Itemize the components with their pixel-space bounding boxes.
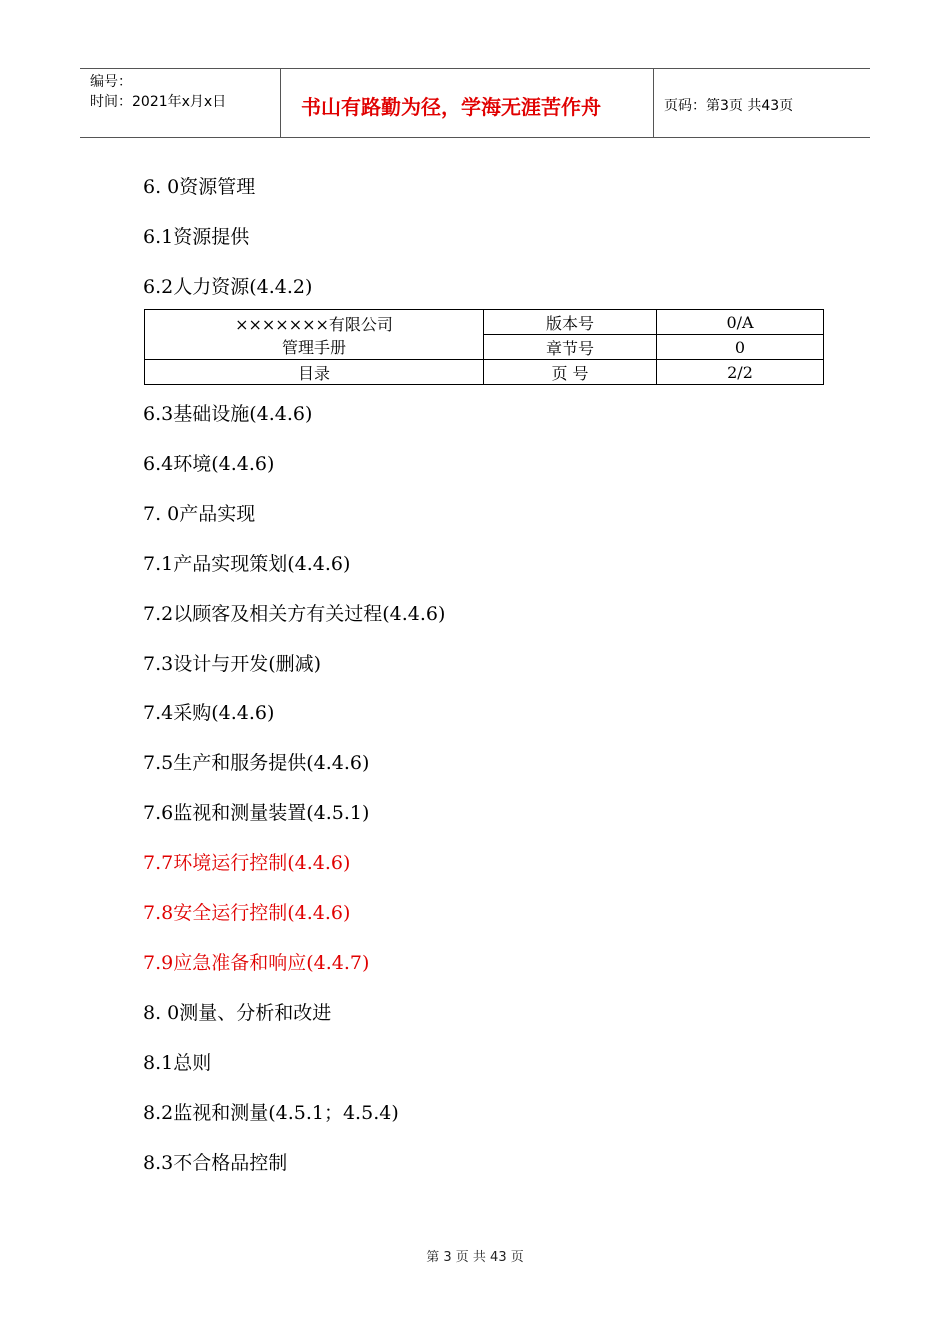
section-heading: 6.2人力资源(4.4.2) — [143, 276, 313, 298]
page-code: 页码：第3页 共43页 — [664, 98, 794, 114]
version-label: 版本号 — [484, 310, 657, 335]
page-footer: 第 3 页 共 43 页 — [426, 1250, 524, 1265]
manual-info-table — [144, 309, 824, 385]
company-manual-cell — [145, 310, 484, 360]
header-motto-cell — [281, 69, 654, 137]
section-heading: 7.7环境运行控制(4.4.6) — [143, 852, 351, 875]
page-label: 页 号 — [484, 360, 657, 385]
section-heading: 7.1产品实现策划(4.4.6) — [143, 552, 351, 575]
section-heading: 7.2以顾客及相关方有关过程(4.4.6) — [143, 602, 446, 625]
section-heading: 8.3不合格品控制 — [143, 1151, 288, 1174]
section-heading: 7.5生产和服务提供(4.4.6) — [143, 752, 370, 775]
section-heading: 6.1资源提供 — [143, 226, 250, 248]
page-value: 2/2 — [657, 360, 824, 385]
header-left-cell — [80, 69, 281, 137]
version-value: 0/A — [657, 310, 824, 335]
section-heading: 7.4采购(4.4.6) — [143, 702, 275, 725]
section-heading: 7.6监视和测量装置(4.5.1) — [143, 802, 370, 825]
time-label: 时间：2021年x月x日 — [90, 94, 227, 110]
chapter-value: 0 — [657, 335, 824, 360]
chapter-label: 章节号 — [484, 335, 657, 360]
section-heading: 8.2监视和测量(4.5.1；4.5.4) — [143, 1101, 399, 1124]
section-heading: 7.8安全运行控制(4.4.6) — [143, 902, 351, 924]
section-heading: 7. 0产品实现 — [143, 502, 256, 525]
company-name: ×××××××有限公司 — [235, 314, 393, 334]
section-heading: 7.3设计与开发(删减) — [143, 652, 322, 675]
manual-title: 管理手册 — [281, 337, 346, 357]
catalog-label: 目录 — [145, 360, 484, 385]
section-heading: 8.1总则 — [143, 1051, 212, 1074]
section-heading: 6.3基础设施(4.4.6) — [143, 403, 313, 425]
page-header — [80, 68, 870, 138]
motto-text: 书山有路勤为径，学海无涯苦作舟 — [301, 95, 601, 119]
section-heading: 7.9应急准备和响应(4.4.7) — [143, 951, 370, 974]
section-heading: 8. 0测量、分析和改进 — [143, 1001, 332, 1024]
section-heading: 6. 0资源管理 — [143, 176, 256, 198]
section-heading: 6.4环境(4.4.6) — [143, 452, 275, 475]
header-page-cell — [654, 69, 870, 137]
number-label: 编号： — [90, 74, 132, 90]
